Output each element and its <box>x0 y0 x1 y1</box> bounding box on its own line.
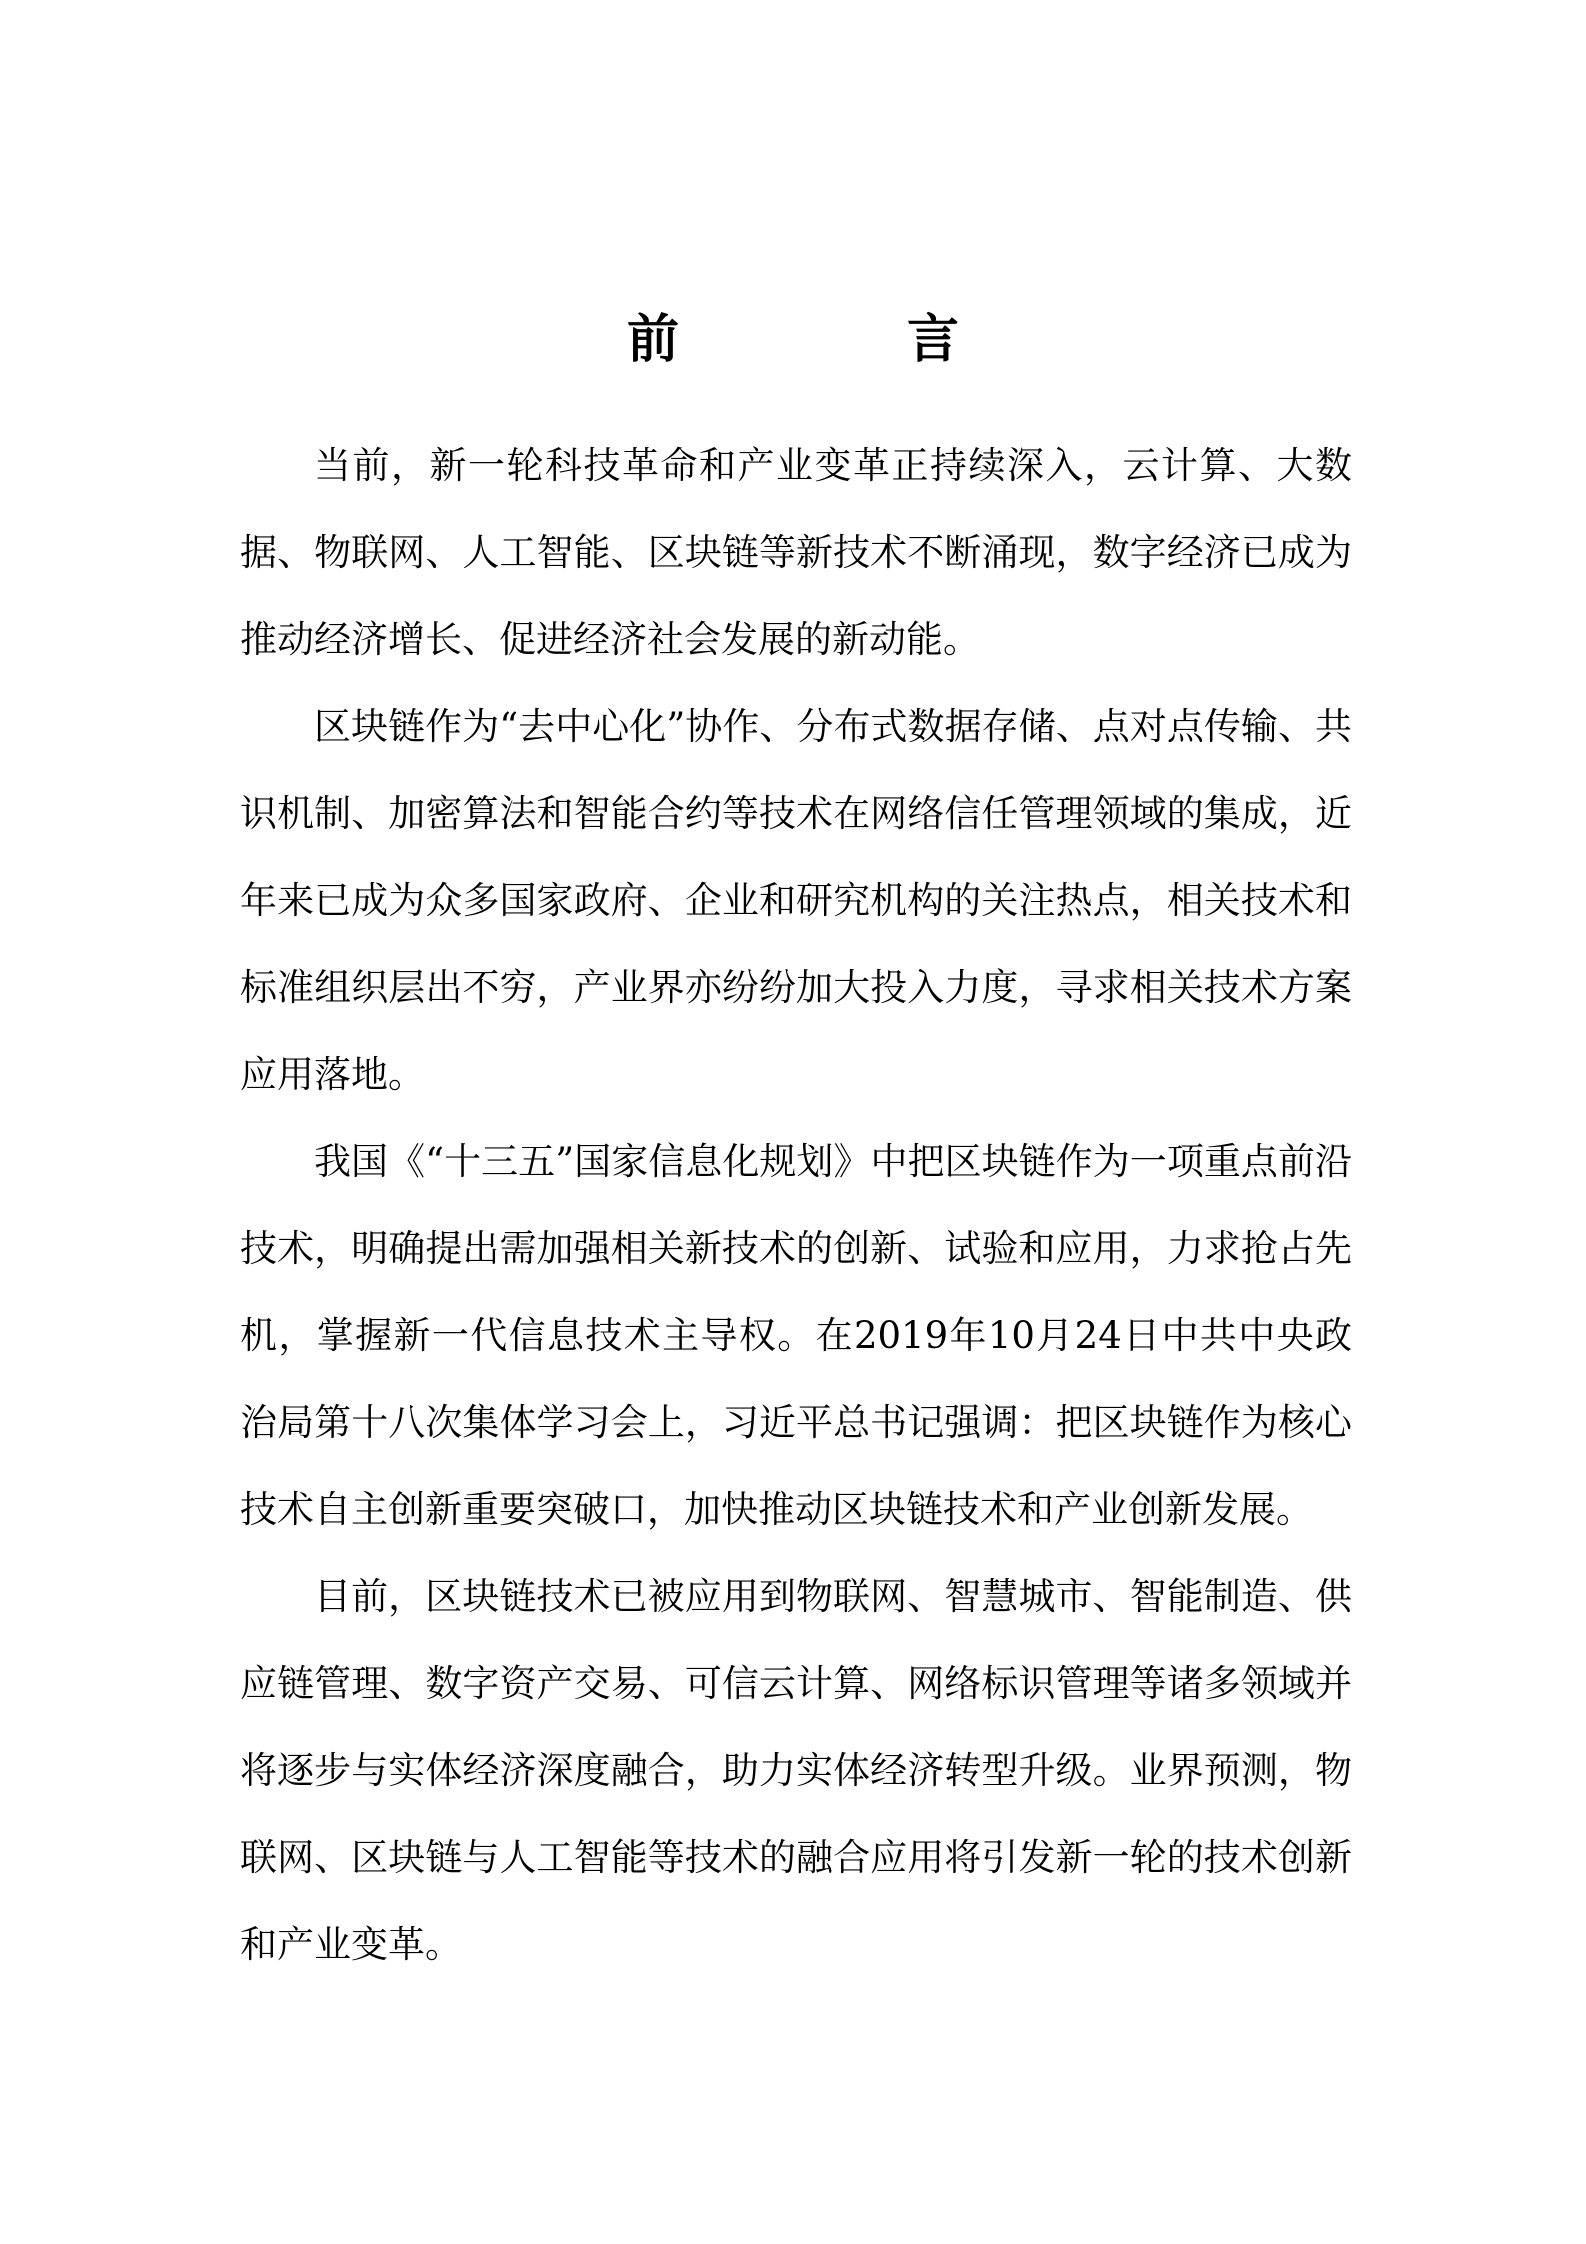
paragraph-4: 目前，区块链技术已被应用到物联网、智慧城市、智能制造、供应链管理、数字资产交易、可信云计算、网络标识管理等诸多领域并将逐步与实体经济深度融合，助力实体经济转型升级。业界预测，物联网、区块链与人工智能等技术的融合应用将引发新一轮的技术创新和产业变革。 <box>240 1575 1352 1966</box>
paragraph-2: 区块链作为“去中心化”协作、分布式数据存储、点对点传输、共识机制、加密算法和智能合约等技术在网络信任管理领域的集成，近年来已成为众多国家政府、企业和研究机构的关注热点，相关技术和标准组织层出不穷，产业界亦纷纷加大投入力度，寻求相关技术方案应用落地。 <box>240 705 1352 1096</box>
page-title: 前 言 <box>626 309 1065 370</box>
paragraph-3: 我国《“十三五”国家信息化规划》中把区块链作为一项重点前沿技术，明确提出需加强相关新技术的创新、试验和应用，力求抢占先机，掌握新一代信息技术主导权。在2019年10月24日中共中央政治局第十八次集体学习会上，习近平总书记强调：把区块链作为核心技术自主创新重要突破口，加快推动区块链技术和产业创新发展。 <box>240 1140 1352 1531</box>
document-body <box>240 422 1352 1988</box>
paragraph-1: 当前，新一轮科技革命和产业变革正持续深入，云计算、大数据、物联网、人工智能、区块链等新技术不断涌现，数字经济已成为推动经济增长、促进经济社会发展的新动能。 <box>240 444 1352 661</box>
